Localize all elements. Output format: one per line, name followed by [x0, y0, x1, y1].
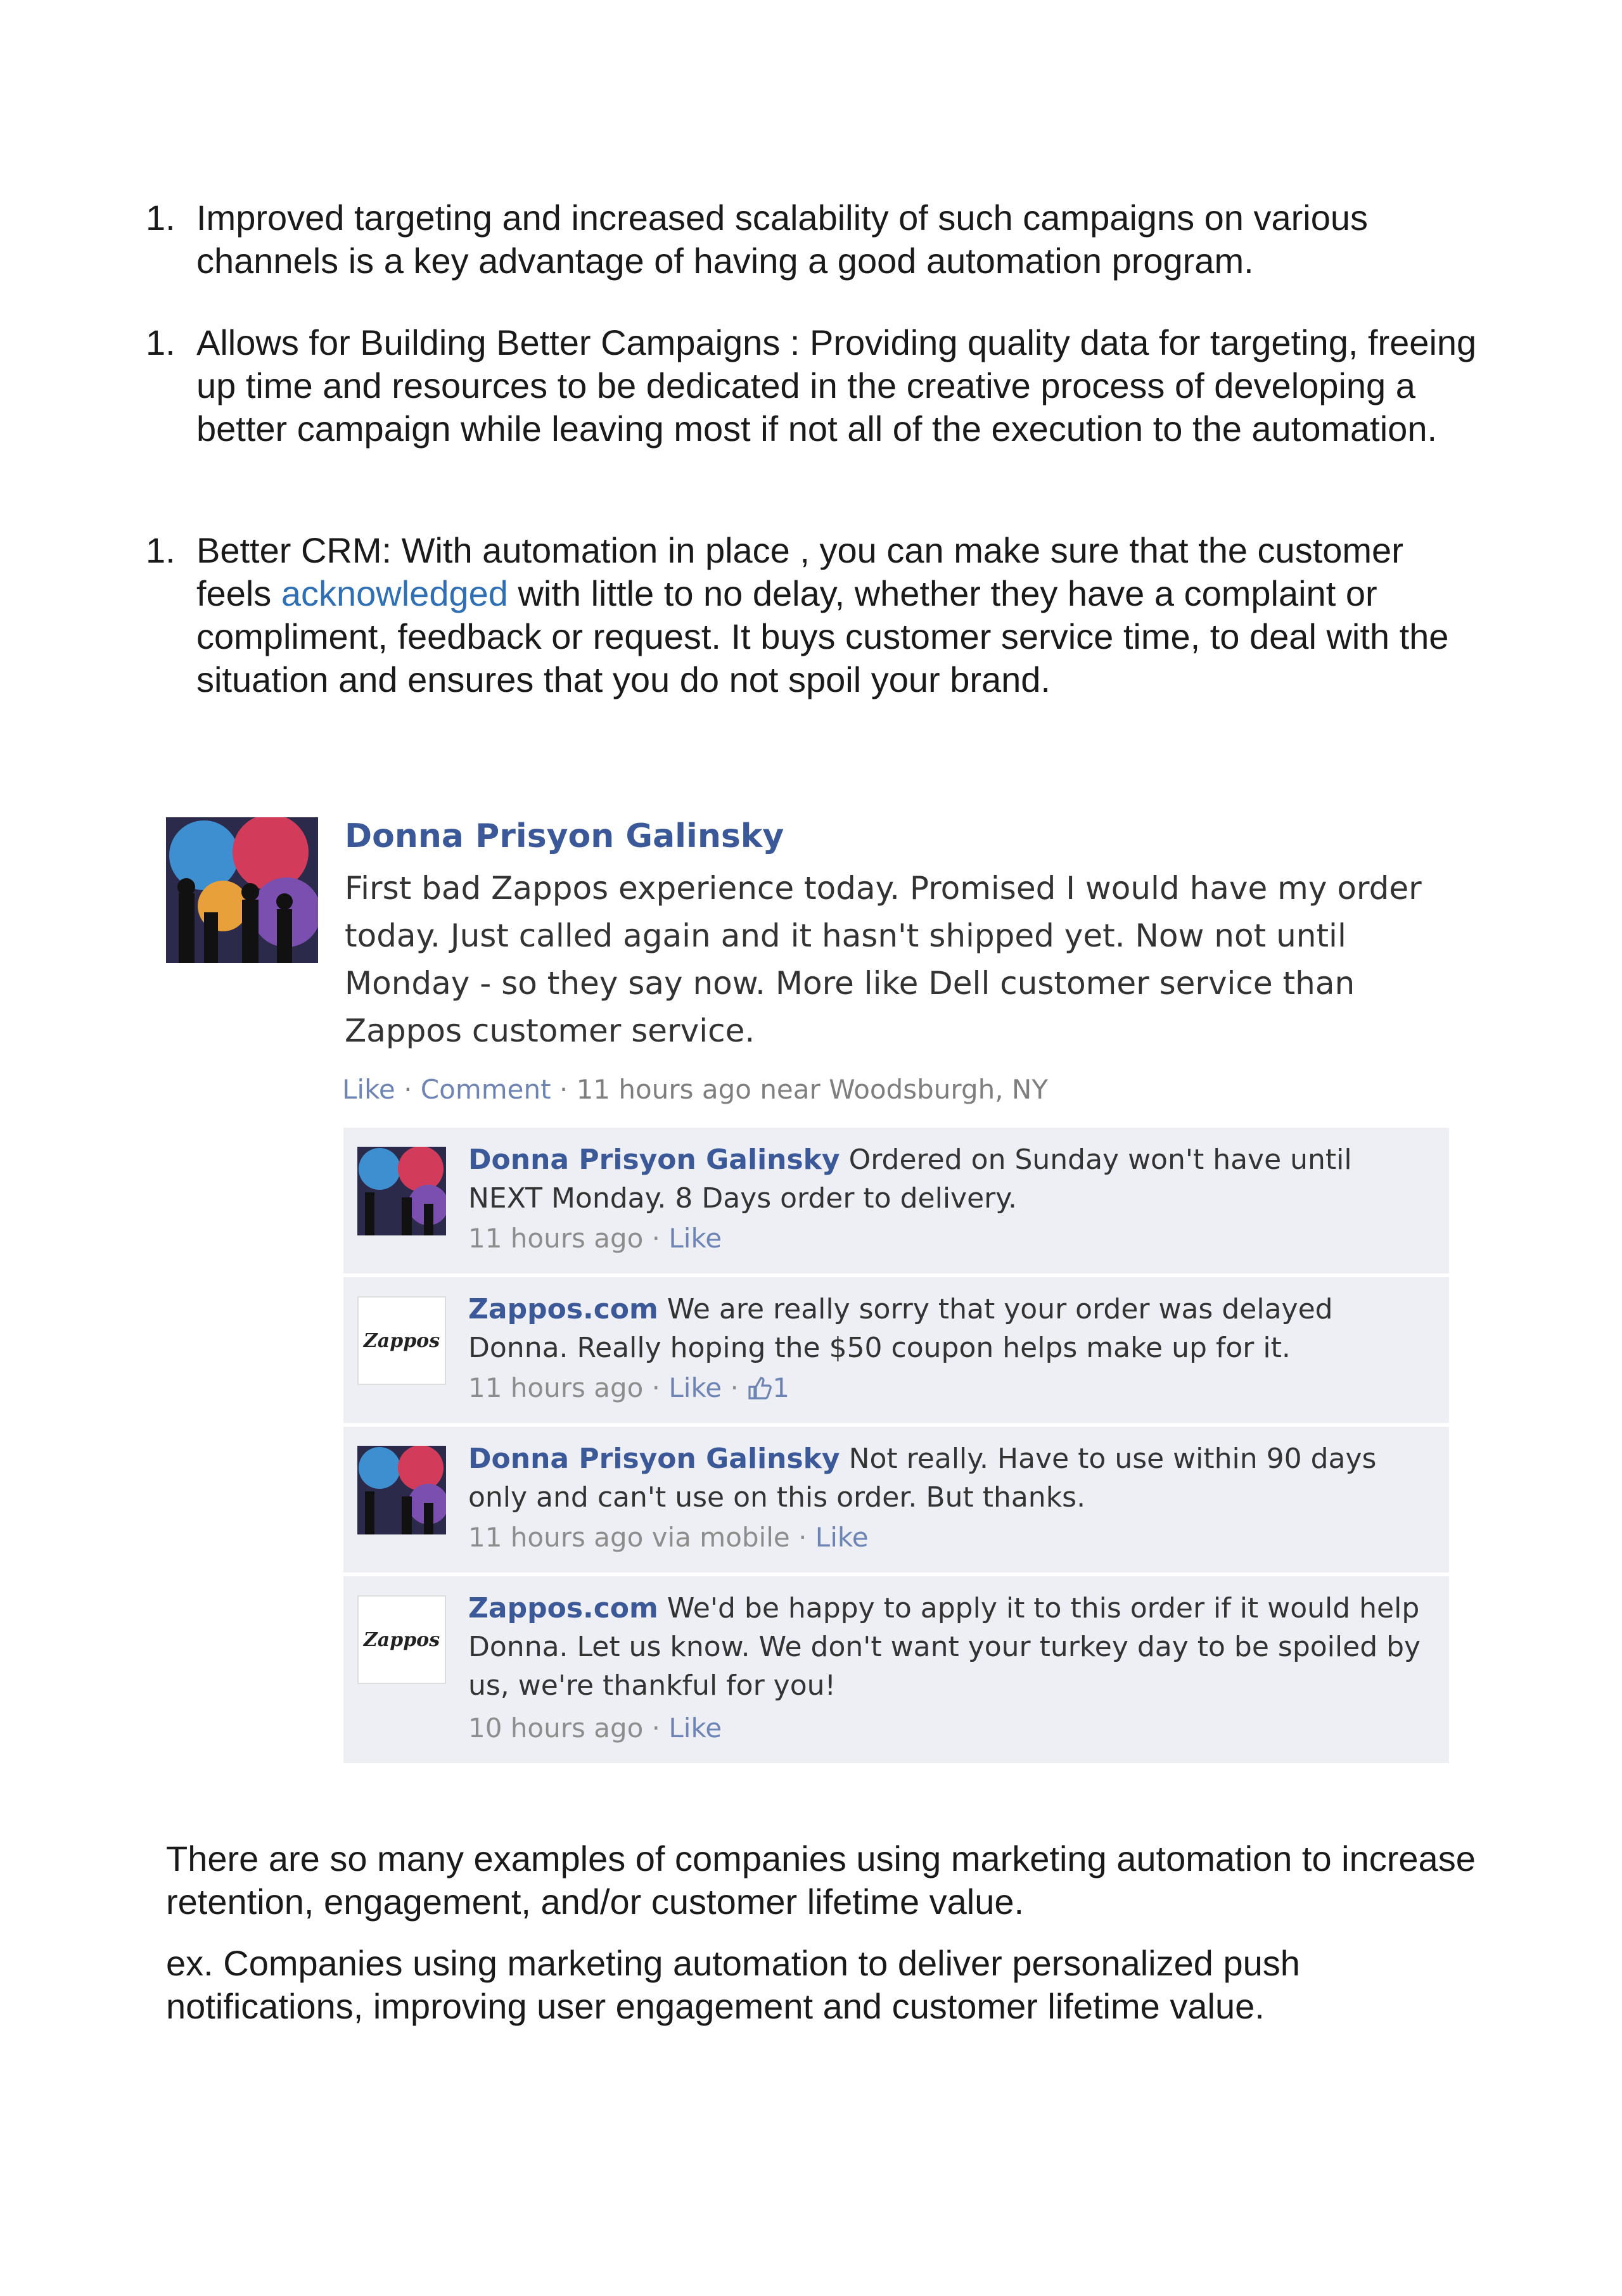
commenter-avatar [357, 1446, 446, 1534]
commenter-avatar [357, 1595, 446, 1684]
list-item-text [196, 529, 1483, 701]
list-item-targeting [146, 196, 1483, 283]
paragraph-push-notifications: ex. Companies using marketing automation to deliver personalized push notifications, improving user engagement and customer lifetime value. [166, 1943, 1300, 2026]
comment-body: Not really. Have to use within 90 days only and can't use on this order. But thanks. [468, 1443, 1377, 1514]
profile-avatar [166, 817, 318, 963]
list-number: 1. [146, 198, 176, 238]
commenter-avatar [357, 1147, 446, 1235]
profile-photo-icon [166, 817, 318, 963]
thumbs-up-icon [747, 1375, 772, 1401]
list-item-better-crm [146, 529, 1483, 701]
separator: · [395, 1074, 421, 1105]
comment-text [468, 1439, 1431, 1517]
comment-body: Ordered on Sunday won't have until NEXT Monday. 8 Days order to delivery. [468, 1144, 1352, 1215]
comment-like-link[interactable]: Like [815, 1522, 869, 1553]
post-comment-link[interactable]: Comment [420, 1074, 551, 1105]
comment-text [468, 1140, 1431, 1218]
separator: · [789, 1522, 815, 1553]
comment [343, 1277, 1449, 1423]
paragraph-retention: There are so many examples of companies using marketing automation to increase retention, engagement, and/or customer lifetime value. [166, 1839, 1476, 1922]
post-timestamp: 11 hours ago near Woodsburgh, NY [576, 1074, 1048, 1105]
comment-meta [468, 1372, 789, 1403]
comment-like-link[interactable]: Like [668, 1372, 722, 1403]
profile-photo-icon [357, 1446, 446, 1534]
comment-like-link[interactable]: Like [668, 1712, 722, 1744]
comment-time: 11 hours ago [468, 1372, 644, 1403]
separator: · [643, 1223, 669, 1254]
list-number: 1. [146, 322, 176, 362]
post-like-link[interactable]: Like [342, 1074, 395, 1105]
list-item-text: Allows for Building Better Campaigns : Providing quality data for targeting, freeing up time and resources to be dedicated in the creative process of developing a better campaign while leaving most if not all of the execution to the automation. [196, 322, 1477, 449]
separator: · [551, 1074, 577, 1105]
comment-body: We'd be happy to apply it to this order if it would help Donna. Let us know. We don't want your turkey day to be spoiled by us, we're thankful for you! [468, 1592, 1421, 1702]
separator: · [643, 1372, 669, 1403]
acknowledged-link[interactable]: acknowledged [281, 573, 508, 613]
comment-text [468, 1290, 1431, 1367]
list-item-text-before: Better CRM: With automation in place , you can make sure that the customer feels [196, 530, 1403, 613]
comment-body: We are really sorry that your order was delayed Donna. Really hoping the $50 coupon helps make up for it. [468, 1293, 1333, 1364]
zappos-logo: Zappos [357, 1595, 446, 1684]
comment-time: 11 hours ago [468, 1223, 644, 1254]
list-item-text: Improved targeting and increased scalability of such campaigns on various channels is a key advantage of having a good automation program. [196, 198, 1369, 281]
comment-author[interactable]: Zappos.com [468, 1293, 658, 1325]
list-item-better-campaigns [146, 321, 1483, 450]
comment-time: 10 hours ago [468, 1712, 644, 1744]
separator: · [722, 1372, 748, 1403]
separator: · [643, 1712, 669, 1744]
like-count[interactable]: 1 [772, 1372, 789, 1403]
zappos-logo: Zappos [357, 1296, 446, 1385]
comment [343, 1128, 1449, 1273]
commenter-avatar [357, 1296, 446, 1385]
list-item-text-after: with little to no delay, whether they have a complaint or compliment, feedback or request. It buys customer service time, to deal with the situation and ensures that you do not spoil your brand. [196, 573, 1449, 699]
list-number: 1. [146, 530, 176, 570]
post-actions [342, 1074, 1048, 1105]
comment-like-link[interactable]: Like [668, 1223, 722, 1254]
comment-meta [468, 1712, 722, 1744]
comment-author[interactable]: Donna Prisyon Galinsky [468, 1144, 840, 1176]
comment-meta [468, 1223, 722, 1254]
comments-list [343, 1128, 1449, 1767]
comment-text [468, 1589, 1431, 1705]
comment [343, 1576, 1449, 1763]
comment-meta [468, 1522, 869, 1553]
profile-photo-icon [357, 1147, 446, 1235]
comment-author[interactable]: Donna Prisyon Galinsky [468, 1443, 840, 1475]
comment [343, 1427, 1449, 1572]
post-author[interactable]: Donna Prisyon Galinsky [345, 817, 784, 855]
comment-author[interactable]: Zappos.com [468, 1592, 658, 1624]
post-status-text: First bad Zappos experience today. Promised I would have my order today. Just called again and it hasn't shipped yet. Now not until Monday - so they say now. More like Dell customer service than Zappos customer service. [345, 870, 1422, 1049]
facebook-post-screenshot [166, 801, 1452, 1777]
comment-time: 11 hours ago via mobile [468, 1522, 790, 1553]
